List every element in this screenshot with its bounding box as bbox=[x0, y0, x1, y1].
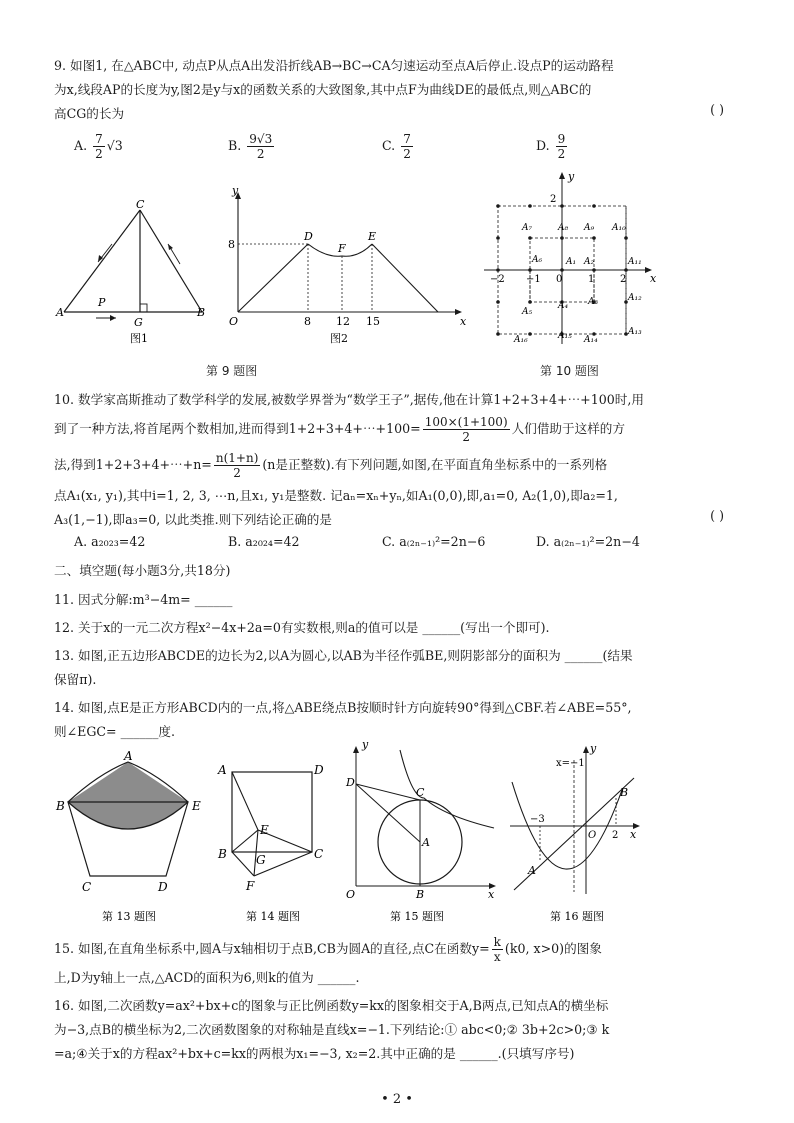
svg-text:D: D bbox=[304, 230, 313, 243]
svg-text:A₆: A₆ bbox=[532, 255, 543, 265]
svg-text:2: 2 bbox=[620, 274, 627, 285]
svg-text:A₈: A₈ bbox=[558, 223, 569, 233]
svg-text:C: C bbox=[416, 786, 425, 799]
q9-option-c: C. $\frac{7}{2}$ bbox=[382, 132, 411, 161]
svg-text:0: 0 bbox=[556, 274, 563, 285]
label-g: G bbox=[134, 316, 143, 329]
q9-option-b: B. $\frac{9√3}{2}$ bbox=[228, 132, 273, 161]
svg-text:y: y bbox=[590, 742, 597, 755]
label-c: C bbox=[136, 198, 145, 211]
svg-text:A: A bbox=[218, 763, 227, 777]
q9-options bbox=[74, 132, 724, 161]
fraction: $\frac{9}{2}$ bbox=[557, 132, 566, 161]
q15-line1: 15. 如图,在直角坐标系中,圆A与x轴相切于点B,CB为圆A的直径,点C在函数y= $\frac{k}{x}$ (k0, x>0)的图象 bbox=[54, 935, 602, 964]
label-a: A bbox=[56, 306, 64, 319]
label-b: B bbox=[197, 306, 206, 319]
svg-text:O: O bbox=[346, 888, 356, 901]
svg-text:A₇: A₇ bbox=[522, 223, 533, 233]
svg-text:A₂: A₂ bbox=[584, 257, 595, 267]
q9-line3: 高CG的长为 bbox=[54, 106, 125, 121]
svg-text:A₁₀: A₁₀ bbox=[612, 223, 626, 233]
figure-10-lattice bbox=[480, 168, 664, 348]
caption-q13: 第 13 题图 bbox=[102, 910, 156, 923]
q11: 11. 因式分解:m³−4m= ______ bbox=[54, 592, 233, 607]
fraction: $\frac{7}{2}$ bbox=[403, 132, 411, 161]
svg-text:1: 1 bbox=[588, 274, 595, 285]
svg-text:E: E bbox=[368, 230, 377, 243]
svg-text:O: O bbox=[229, 315, 239, 328]
section-fill-in-blanks: 二、填空题(每小题3分,共18分) bbox=[54, 563, 231, 578]
svg-text:2: 2 bbox=[612, 830, 619, 841]
q10-option-b: B. a₂₀₂₄=42 bbox=[228, 534, 300, 549]
figure-16-parabola bbox=[506, 742, 656, 928]
svg-text:B: B bbox=[416, 888, 425, 901]
q16-line2: 为−3,点B的横坐标为2,二次函数图象的对称轴是直线x=−1.下列结论:① abc<0;② 3b+2c>0;③ k bbox=[54, 1022, 610, 1037]
fraction: $\frac{n(1+n)}{2}$ bbox=[215, 451, 259, 480]
q10-option-d: D. a₍₂ₙ₋₁₎²=2n−4 bbox=[536, 534, 640, 549]
q9-line2: 为x,线段AP的长度为y,图2是y与x的函数关系的大致图象,其中点F为曲线DE的最低点,则△ABC的 bbox=[54, 82, 592, 97]
svg-text:x: x bbox=[650, 272, 657, 285]
q10-option-a: A. a₂₀₂₃=42 bbox=[74, 534, 146, 549]
svg-text:A₁: A₁ bbox=[566, 257, 577, 267]
svg-text:B: B bbox=[56, 799, 65, 813]
svg-text:A₁₂: A₁₂ bbox=[628, 293, 642, 303]
svg-text:E: E bbox=[260, 823, 269, 837]
svg-text:y: y bbox=[362, 738, 369, 751]
svg-text:A₄: A₄ bbox=[558, 301, 569, 311]
fraction: $\frac{100\times(1+100)}{2}$ bbox=[424, 415, 508, 444]
fraction: $\frac{k}{x}$ bbox=[493, 935, 501, 964]
q15-line2: 上,D为y轴上一点,△ACD的面积为6,则k的值为 ______. bbox=[54, 970, 360, 985]
svg-text:8: 8 bbox=[304, 315, 311, 328]
svg-text:12: 12 bbox=[336, 315, 350, 328]
q12: 12. 关于x的一元二次方程x²−4x+2a=0有实数根,则a的值可以是 ______(写出一个即可). bbox=[54, 620, 550, 635]
svg-text:−1: −1 bbox=[526, 274, 541, 285]
q10-line1: 10. 数学家高斯推动了数学科学的发展,被数学界誉为“数学王子”,据传,他在计算1+2+3+4+⋯+100时,用 bbox=[54, 392, 644, 407]
svg-text:C: C bbox=[82, 880, 92, 894]
svg-text:B: B bbox=[218, 847, 227, 861]
q10-option-c: C. a₍₂ₙ₋₁₎²=2n−6 bbox=[382, 534, 486, 549]
svg-text:−3: −3 bbox=[530, 814, 545, 825]
caption-q9: 第 9 题图 bbox=[206, 364, 258, 378]
svg-text:A₁₅: A₁₅ bbox=[558, 331, 572, 341]
q10-answer-paren: ( ) bbox=[710, 508, 724, 523]
svg-text:x=−1: x=−1 bbox=[556, 758, 585, 769]
q10-options bbox=[74, 534, 724, 558]
figure-2-caption: 图2 bbox=[330, 332, 348, 345]
figure-2-graph bbox=[226, 184, 472, 348]
svg-text:E: E bbox=[192, 799, 201, 813]
svg-text:A: A bbox=[422, 836, 430, 849]
q16-line3: =a;④关于x的方程ax²+bx+c=kx的两根为x₁=−3, x₂=2.其中正确的是 ______.(只填写序号) bbox=[54, 1046, 575, 1061]
svg-text:C: C bbox=[314, 847, 324, 861]
svg-text:2: 2 bbox=[550, 194, 557, 205]
svg-text:A₃: A₃ bbox=[588, 297, 599, 307]
figure-1-caption: 图1 bbox=[130, 332, 148, 345]
svg-text:A₉: A₉ bbox=[584, 223, 595, 233]
q10-line2: 到了一种方法,将首尾两个数相加,进而得到1+2+3+4+⋯+100= $\frac{100\times(1+100)}{2}$ 人们借助于这样的方 bbox=[54, 415, 625, 444]
svg-text:A: A bbox=[124, 749, 133, 763]
q10-line3: 法,得到1+2+3+4+⋯+n= $\frac{n(1+n)}{2}$ (n是正整数).有下列问题,如图,在平面直角坐标系中的一系列格 bbox=[54, 451, 608, 480]
svg-text:15: 15 bbox=[366, 315, 380, 328]
figure-14-square bbox=[212, 758, 336, 928]
svg-text:A₁₆: A₁₆ bbox=[514, 335, 528, 345]
figure-13-pentagon bbox=[52, 748, 212, 928]
caption-q14: 第 14 题图 bbox=[246, 910, 300, 923]
page-number: • 2 • bbox=[381, 1092, 413, 1107]
svg-text:x: x bbox=[460, 315, 467, 328]
q9-option-a: A. $\frac{7}{2}$ √3 bbox=[74, 132, 123, 161]
svg-text:y: y bbox=[568, 170, 575, 183]
svg-text:D: D bbox=[314, 763, 324, 777]
svg-text:D: D bbox=[158, 880, 168, 894]
svg-text:8: 8 bbox=[228, 238, 235, 251]
q9-answer-paren: ( ) bbox=[710, 102, 724, 117]
svg-text:G: G bbox=[256, 853, 266, 867]
label-p: P bbox=[98, 296, 106, 309]
svg-text:A₁₃: A₁₃ bbox=[628, 327, 642, 337]
q14-line1: 14. 如图,点E是正方形ABCD内的一点,将△ABE绕点B按顺时针方向旋转90°得到△CBF.若∠ABE=55°, bbox=[54, 700, 632, 715]
svg-text:y: y bbox=[232, 184, 239, 197]
q13-line2: 保留π). bbox=[54, 672, 97, 687]
svg-text:D: D bbox=[346, 776, 355, 789]
figure-1-triangle bbox=[54, 196, 224, 346]
svg-text:F: F bbox=[338, 242, 346, 255]
q9-option-d: D. $\frac{9}{2}$ bbox=[536, 132, 566, 161]
q9-line1: 9. 如图1, 在△ABC中, 动点P从点A出发沿折线AB→BC→CA匀速运动至点A后停止.设点P的运动路程 bbox=[54, 58, 614, 73]
caption-q10: 第 10 题图 bbox=[540, 364, 599, 378]
q10-line4: 点A₁(x₁, y₁),其中i=1, 2, 3, ⋯n,且x₁, y₁是整数. 记aₙ=xₙ+yₙ,如A₁(0,0),即,a₁=0, A₂(1,0),即a₂=1, bbox=[54, 488, 618, 503]
svg-text:O: O bbox=[588, 830, 597, 841]
svg-text:−2: −2 bbox=[490, 274, 505, 285]
svg-text:A: A bbox=[528, 864, 536, 877]
q16-line1: 16. 如图,二次函数y=ax²+bx+c的图象与正比例函数y=kx的图象相交于A,B两点,已知点A的横坐标 bbox=[54, 998, 609, 1013]
caption-q16: 第 16 题图 bbox=[550, 910, 604, 923]
svg-text:F: F bbox=[246, 879, 255, 893]
svg-text:x: x bbox=[488, 888, 495, 901]
fraction: $\frac{9√3}{2}$ bbox=[249, 132, 273, 161]
svg-text:A₁₄: A₁₄ bbox=[584, 335, 598, 345]
svg-text:A₅: A₅ bbox=[522, 307, 533, 317]
figure-15-circle bbox=[344, 738, 504, 928]
q14-line2: 则∠EGC= ______度. bbox=[54, 724, 175, 739]
svg-text:A₁₁: A₁₁ bbox=[628, 257, 642, 267]
svg-text:B: B bbox=[620, 786, 629, 799]
fraction: $\frac{7}{2}$ bbox=[95, 132, 103, 161]
caption-q15: 第 15 题图 bbox=[390, 910, 444, 923]
q10-line5: A₃(1,−1),即a₃=0, 以此类推.则下列结论正确的是 bbox=[54, 512, 332, 527]
svg-text:x: x bbox=[630, 828, 637, 841]
q13-line1: 13. 如图,正五边形ABCDE的边长为2,以A为圆心,以AB为半径作弧BE,则阴影部分的面积为 ______(结果 bbox=[54, 648, 633, 663]
